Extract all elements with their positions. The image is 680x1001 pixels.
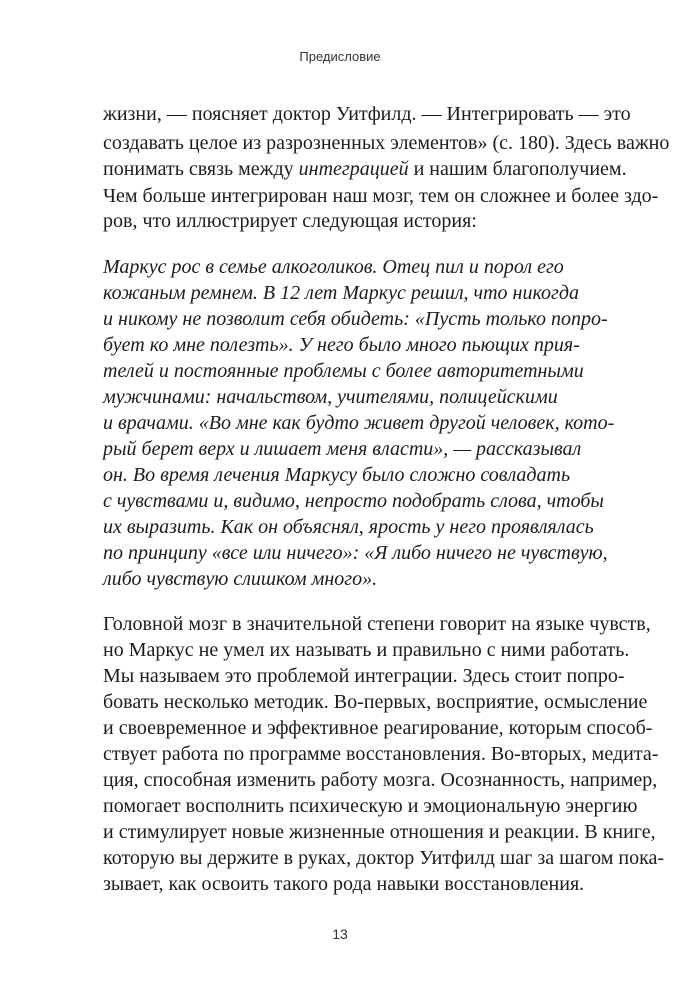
quote-line: бует ко мне полезть». У него было много пьющих прия- [103,334,580,356]
paragraph-2-line: но Маркус не умел их называть и правильно с ними работать. [103,639,630,661]
paragraph-2-line: бовать несколько методик. Во-первых, восприятие, осмысление [103,691,648,713]
paragraph-2-line: Головной мозг в значительной степени говорит на языке чувств, [103,613,651,635]
quote-line: Маркус рос в семье алкоголиков. Отец пил и порол его [103,256,564,278]
paragraph-2-line: и своевременное и эффективное реагирование, которым способ- [103,717,653,739]
quote-line: либо чувствую слишком много». [103,568,378,590]
paragraph-1-line [103,208,574,234]
quote-line: он. Во время лечения Маркусу было сложно совладать [103,464,571,486]
paragraph-1-line [103,130,670,156]
paragraph-2-line: которую вы держите в руках, доктор Уитфилд шаг за шагом пока- [103,847,665,869]
quote-line: рый берет верх и лишает меня власти», — рассказывал [103,438,582,460]
quote-line: их выразить. Как он объяснял, ярость у него проявлялась [103,516,594,538]
paragraph-2-line: Мы называем это проблемой интеграции. Здесь стоит попро- [103,665,625,687]
quote-line: мужчинами: начальством, учителями, полицейскими [103,386,558,408]
quote-line: по принципу «все или ничего»: «Я либо ничего не чувствую, [103,542,608,564]
paragraph-1-line [103,183,659,209]
text-segment: создавать целое из разрозненных элементов» (с. 180). Здесь важно [103,132,670,154]
quote-line: с чувствами и, видимо, непросто подобрать слова, чтобы [103,490,604,512]
paragraph-2-line: и стимулирует новые жизненные отношения и реакции. В книге, [103,821,656,843]
text-segment: понимать связь между [103,158,299,180]
paragraph-2-line: ция, способная изменить работу мозга. Осознанность, например, [103,769,658,791]
text-segment: Чем больше интегрирован наш мозг, тем он сложнее и более здо- [103,185,659,207]
quote-line: телей и постоянные проблемы с более авторитетными [103,360,584,382]
italic-term: интеграцией [298,158,409,180]
running-head: Предисловие [299,49,381,64]
paragraph-2-line: зывает, как освоить такого рода навыки восстановления. [103,873,585,895]
quote-line: и никому не позволит себя обидеть: «Пусть только попро- [103,308,608,330]
page-number: 13 [332,926,348,942]
paragraph-2-line: помогает восполнить психическую и эмоциональную энергию [103,795,638,817]
quote-line: и врачами. «Во мне как будто живет другой человек, кото- [103,412,615,434]
text-segment: жизни, — поясняет доктор Уитфилд. — Интегрировать — это [103,103,631,125]
paragraph-1-line [103,156,627,182]
text-segment: ров, что иллюстрирует следующая история: [103,210,477,232]
text-segment: и нашим благополучием. [408,158,627,180]
paragraph-2-line: ствует работа по программе восстановления. Во-вторых, медита- [103,743,659,765]
quote-line: кожаным ремнем. В 12 лет Маркус решил, что никогда [103,282,579,304]
paragraph-1-line [103,101,631,127]
